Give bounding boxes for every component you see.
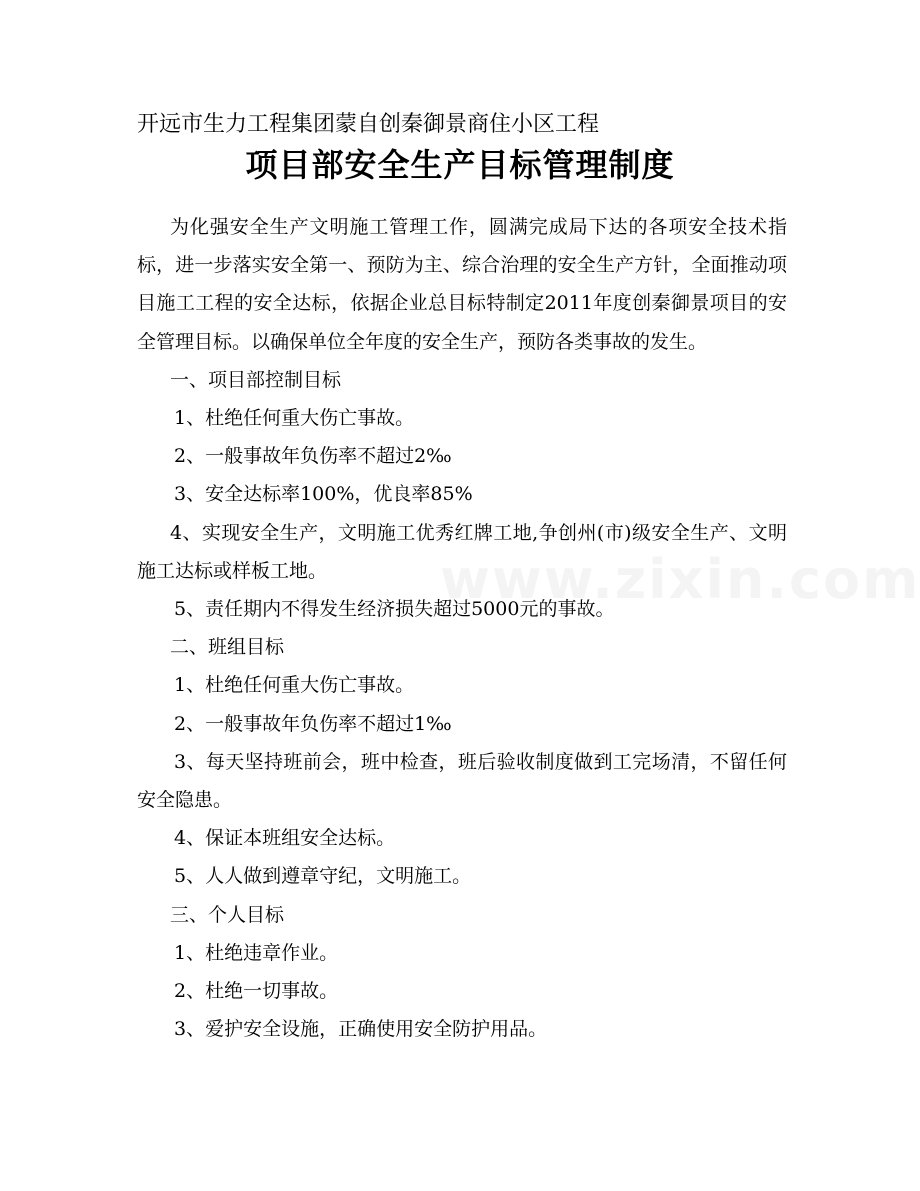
- list-item: 2、杜绝一切事故。: [174, 980, 339, 1003]
- list-item: 1、杜绝任何重大伤亡事故。: [174, 674, 415, 697]
- list-item: 4、保证本班组安全达标。: [174, 827, 396, 850]
- list-item: 3、每天坚持班前会，班中检查，班后验收制度做到工完场清，不留任何安全隐患。: [137, 750, 787, 812]
- list-item: 1、杜绝任何重大伤亡事故。: [174, 407, 415, 430]
- list-item: 5、人人做到遵章守纪，文明施工。: [174, 865, 472, 888]
- list-item: 2、一般事故年负伤率不超过1‰: [174, 712, 452, 735]
- section-heading: 一、项目部控制目标: [170, 368, 342, 391]
- list-item: 2、一般事故年负伤率不超过2‰: [174, 445, 452, 468]
- list-item: 3、爱护安全设施，正确使用安全防护用品。: [174, 1018, 548, 1041]
- section-heading: 二、班组目标: [170, 636, 285, 659]
- intro-paragraph: 为化强安全生产文明施工管理工作，圆满完成局下达的各项安全技术指标，进一步落实安全第一、预防为主、综合治理的安全生产方针，全面推动项目施工工程的安全达标，依据企业总目标特制定2011年度创秦御景项目的安全管理目标。以确保单位全年度的安全生产，预防各类事故的发生。: [137, 216, 787, 353]
- section-heading: 三、个人目标: [170, 903, 285, 926]
- list-item: 1、杜绝违章作业。: [174, 941, 339, 964]
- list-item: 3、安全达标率100%，优良率85%: [174, 483, 473, 506]
- document-subtitle: 开远市生力工程集团蒙自创秦御景商住小区工程: [137, 112, 600, 137]
- list-item: 4、实现安全生产，文明施工优秀红牌工地,争创州(市)级安全生产、文明施工达标或样板工地。: [137, 521, 787, 582]
- document-body: [137, 208, 787, 1048]
- list-item: 5、责任期内不得发生经济损失超过5000元的事故。: [174, 598, 615, 621]
- document-title: 项目部安全生产目标管理制度: [245, 146, 675, 184]
